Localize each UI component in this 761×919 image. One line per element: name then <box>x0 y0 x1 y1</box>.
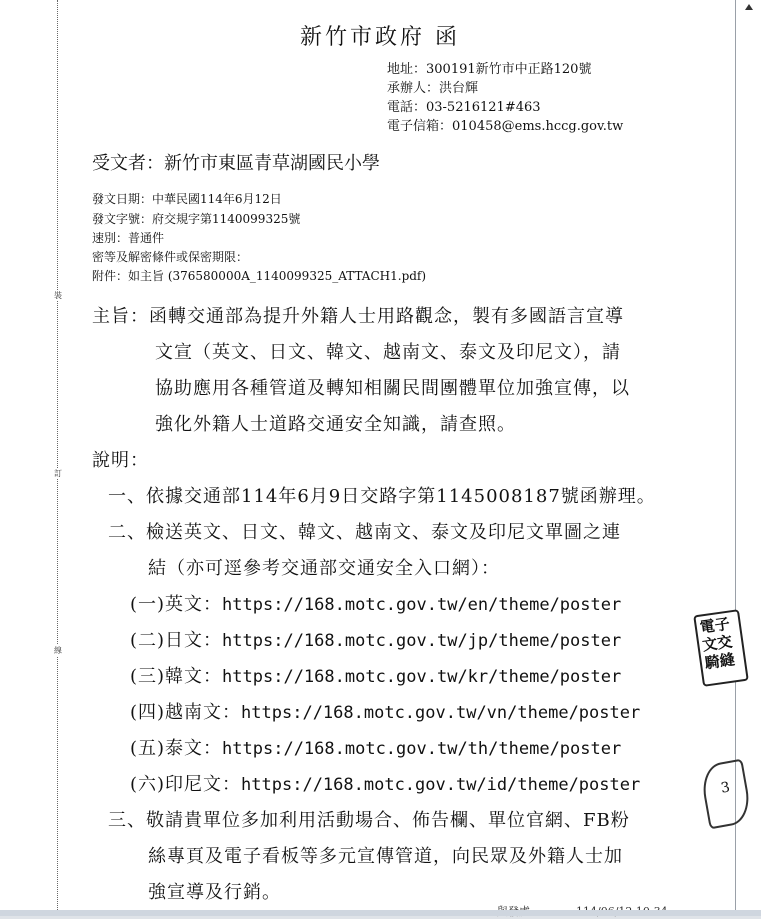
sender-address: 地址：300191新竹市中正路120號 <box>387 62 592 77</box>
subject-line-4: 強化外籍人士道路交通安全知識，請查照。 <box>155 414 516 435</box>
link-label: (五)泰文： <box>130 738 223 759</box>
sender-handler: 承辦人：洪台輝 <box>387 81 479 96</box>
delivery-speed: 速別：普通件 <box>92 231 165 245</box>
link-label: (一)英文： <box>130 594 223 615</box>
binding-mark-xian: 線 <box>54 646 62 655</box>
explanation-item-2-line-1: 二、檢送英文、日文、韓文、越南文、泰文及印尼文單圖之連 <box>108 522 621 543</box>
link-url[interactable]: https://168.motc.gov.tw/jp/theme/poster <box>222 631 622 651</box>
link-url[interactable]: https://168.motc.gov.tw/vn/theme/poster <box>241 703 641 723</box>
sender-email: 電子信箱：010458@ems.hccg.gov.tw <box>387 119 624 134</box>
subject-line-2: 文宣（英文、日文、韓文、越南文、泰文及印尼文），請 <box>155 342 621 363</box>
link-url[interactable]: https://168.motc.gov.tw/kr/theme/poster <box>222 667 622 687</box>
document-title: 新竹市政府 函 <box>300 25 460 50</box>
document-number: 發文字號：府交規字第1140099325號 <box>92 212 301 226</box>
link-url[interactable]: https://168.motc.gov.tw/en/theme/poster <box>222 595 622 615</box>
link-item <box>130 698 640 724</box>
subject-line-1: 主旨：函轉交通部為提升外籍人士用路觀念，製有多國語言宣導 <box>92 306 624 327</box>
attachment: 附件：如主旨 (376580000A_1140099325_ATTACH1.pdf) <box>92 269 427 283</box>
issue-date: 發文日期：中華民國114年6月12日 <box>92 192 282 206</box>
link-item <box>130 662 621 688</box>
stamp-line: 文交 <box>701 632 734 655</box>
link-label: (四)越南文： <box>130 702 242 723</box>
binding-mark-ding: 訂 <box>54 469 62 478</box>
link-label: (六)印尼文： <box>130 774 242 795</box>
explanation-heading: 說明： <box>92 450 149 471</box>
explanation-item-1: 一、依據交通部114年6月9日交路字第1145008187號函辦理。 <box>108 486 656 507</box>
sender-phone: 電話：03-5216121#463 <box>387 100 541 115</box>
binding-mark-zhuang: 裝 <box>54 291 62 300</box>
seal-page-number: 3 <box>719 779 732 797</box>
explanation-item-2-line-2: 結（亦可逕參考交通部交通安全入口網）： <box>148 558 500 579</box>
link-label: (三)韓文： <box>130 666 223 687</box>
explanation-item-3-line-3: 強宣導及行銷。 <box>148 882 281 903</box>
link-item <box>130 770 640 796</box>
stamp-line: 騎縫 <box>703 650 736 673</box>
subject-line-3: 協助應用各種管道及轉知相關民間團體單位加強宣傳，以 <box>155 378 630 399</box>
link-item <box>130 626 621 652</box>
scroll-up-icon[interactable] <box>745 4 753 10</box>
horizontal-scrollbar[interactable] <box>0 910 761 916</box>
electronic-seam-stamp <box>693 609 749 687</box>
link-url[interactable]: https://168.motc.gov.tw/id/theme/poster <box>241 775 641 795</box>
link-label: (二)日文： <box>130 630 223 651</box>
link-url[interactable]: https://168.motc.gov.tw/th/theme/poster <box>222 739 622 759</box>
binding-line <box>57 0 58 916</box>
link-item <box>130 590 621 616</box>
explanation-item-3-line-1: 三、敬請貴單位多加利用活動場合、佈告欄、單位官網、FB粉 <box>108 810 630 831</box>
secrecy-level: 密等及解密條件或保密期限： <box>92 250 249 264</box>
recipient: 受文者：新竹市東區青草湖國民小學 <box>92 153 380 174</box>
link-item <box>130 734 621 760</box>
explanation-item-3-line-2: 絲專頁及電子看板等多元宣傳管道，向民眾及外籍人士加 <box>148 846 623 867</box>
stamp-line: 電子 <box>698 614 731 637</box>
